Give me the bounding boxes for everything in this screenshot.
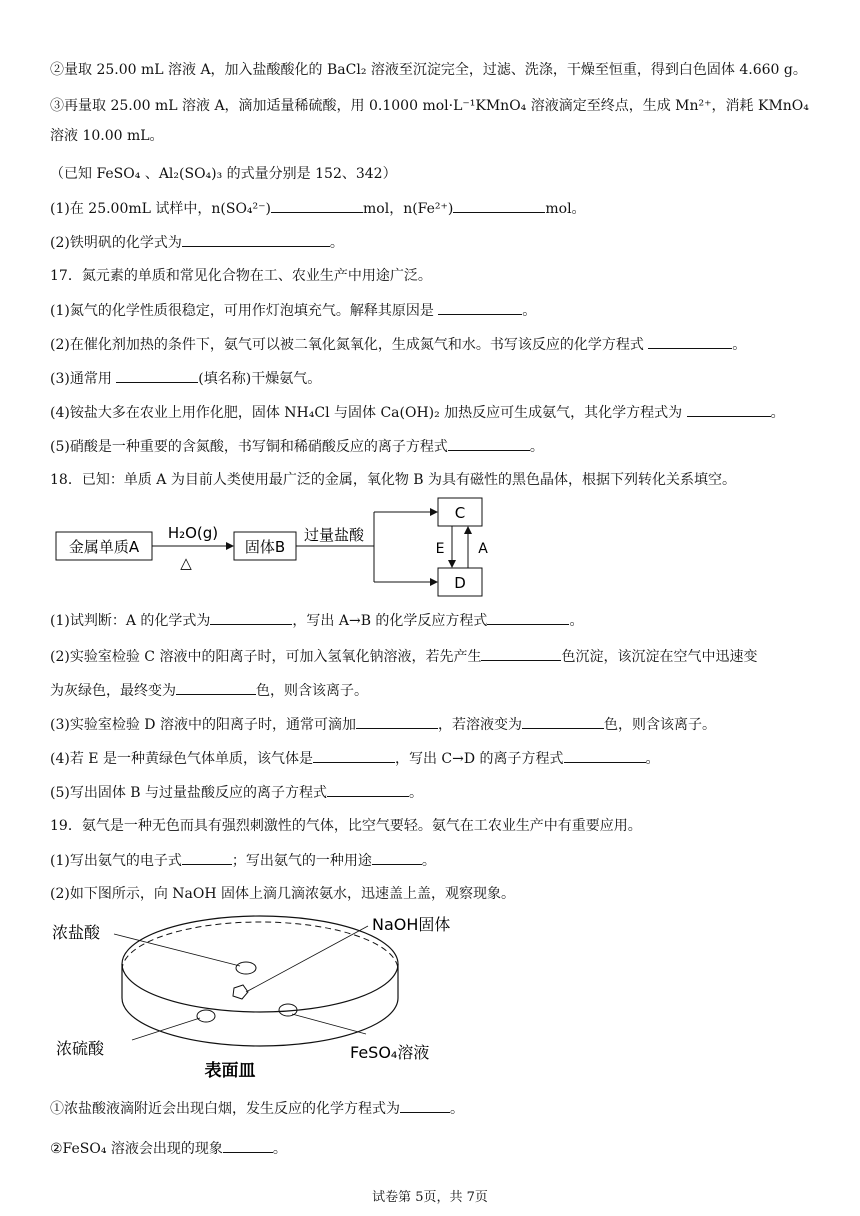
q18-sub2-line2: 为灰绿色，最终变为 色，则含该离子。 — [50, 680, 368, 701]
q18-sub4: (4)若 E 是一种黄绿色气体单质，该气体是 ，写出 C→D 的离子方程式 。 — [50, 748, 660, 769]
q18-sub5: (5)写出固体 B 与过量盐酸反应的离子方程式 。 — [50, 782, 423, 803]
q19-c2: ②FeSO₄ 溶液会出现的现象 。 — [50, 1138, 287, 1159]
answer-blank[interactable] — [522, 714, 604, 729]
answer-blank[interactable] — [223, 1138, 273, 1153]
box-solid-b-label: 固体B — [244, 538, 286, 556]
q16-sub2: (2)铁明矾的化学式为 。 — [50, 232, 344, 253]
dish-outline — [122, 964, 398, 1046]
answer-blank[interactable] — [182, 232, 330, 247]
answer-blank[interactable] — [182, 850, 232, 865]
answer-blank[interactable] — [372, 850, 422, 865]
answer-blank[interactable] — [487, 610, 569, 625]
answer-blank[interactable] — [116, 368, 198, 383]
label-dish: 表面皿 — [204, 1061, 256, 1081]
droplet-hcl — [236, 962, 256, 974]
q19-c1: ①浓盐酸液滴附近会出现白烟，发生反应的化学方程式为 。 — [50, 1098, 464, 1119]
answer-blank[interactable] — [564, 748, 646, 763]
q16-step3-line2: 溶液 10.00 mL。 — [50, 128, 164, 144]
reagent-acid: 过量盐酸 — [303, 526, 365, 544]
answer-blank[interactable] — [648, 334, 732, 349]
q19-sub2: (2)如下图所示，向 NaOH 固体上滴几滴浓氨水，迅速盖上盖，观察现象。 — [50, 886, 516, 902]
q19-sub1: (1)写出氨气的电子式 ；写出氨气的一种用途 。 — [50, 850, 436, 871]
q18-sub2-line1: (2)实验室检验 C 溶液中的阳离子时，可加入氢氧化钠溶液，若先产生 色沉淀，该沉淀在空气中迅速变 — [50, 646, 757, 667]
q17-sub1: (1)氮气的化学性质很稳定，可用作灯泡填充气。解释其原因是 。 — [50, 300, 536, 321]
label-feso4: FeSO₄溶液 — [350, 1043, 430, 1062]
answer-blank[interactable] — [453, 198, 545, 213]
page-footer: 试卷第 5页，共 7页 — [372, 1190, 488, 1205]
q16-step3-line1: ③再量取 25.00 mL 溶液 A，滴加适量稀硫酸，用 0.1000 mol·L⁻¹KMnO₄ 溶液滴定至终点，生成 Mn²⁺，消耗 KMnO₄ — [50, 98, 809, 114]
q17-sub3: (3)通常用 (填名称)干燥氨气。 — [50, 368, 321, 389]
q17-sub5: (5)硝酸是一种重要的含氮酸，书写铜和稀硝酸反应的离子方程式 。 — [50, 436, 544, 457]
reagent-h2o: H₂O(g) — [167, 524, 219, 542]
label-conc-h2so4: 浓硫酸 — [56, 1039, 105, 1058]
q17-sub2: (2)在催化剂加热的条件下，氨气可以被二氧化氮氧化，生成氮气和水。书写该反应的化学方程式 。 — [50, 334, 746, 355]
label-a: A — [478, 541, 488, 557]
label-naoh-solid: NaOH固体 — [372, 915, 451, 934]
answer-blank[interactable] — [271, 198, 363, 213]
answer-blank[interactable] — [400, 1098, 450, 1113]
q18-sub1: (1)试判断：A 的化学式为 ，写出 A→B 的化学反应方程式 。 — [50, 610, 583, 631]
droplet-feso4 — [279, 1004, 297, 1016]
q16-step2: ②量取 25.00 mL 溶液 A，加入盐酸酸化的 BaCl₂ 溶液至沉淀完全，过滤、洗涤，干燥至恒重，得到白色固体 4.660 g。 — [50, 62, 807, 78]
box-c-label: C — [454, 504, 466, 522]
q18-sub3: (3)实验室检验 D 溶液中的阳离子时，通常可滴加 ，若溶液变为 色，则含该离子。 — [50, 714, 716, 735]
q17-sub4: (4)铵盐大多在农业上用作化肥，固体 NH₄Cl 与固体 Ca(OH)₂ 加热反应可生成氨气，其化学方程式为 。 — [50, 402, 785, 423]
q19-stem: 19．氨气是一种无色而具有强烈刺激性的气体，比空气要轻。氨气在工农业生产中有重要应用。 — [50, 818, 642, 834]
q17-stem: 17．氮元素的单质和常见化合物在工、农业生产中用途广泛。 — [50, 268, 432, 284]
droplet-h2so4 — [197, 1010, 215, 1022]
box-d-label: D — [454, 574, 466, 592]
naoh-solid-icon — [233, 985, 248, 999]
box-metal-a-label: 金属单质A — [68, 538, 140, 556]
label-e: E — [435, 541, 445, 557]
answer-blank[interactable] — [210, 610, 292, 625]
answer-blank[interactable] — [687, 402, 771, 417]
q18-stem: 18．已知：单质 A 为目前人类使用最广泛的金属，氧化物 B 为具有磁性的黑色晶体，根据下列转化关系填空。 — [50, 472, 737, 488]
answer-blank[interactable] — [438, 300, 522, 315]
answer-blank[interactable] — [327, 782, 409, 797]
answer-blank[interactable] — [448, 436, 530, 451]
q16-sub1: (1)在 25.00mL 试样中，n(SO₄²⁻) mol，n(Fe²⁺) mol。 — [50, 198, 586, 219]
q18-conversion-diagram — [50, 496, 500, 602]
q16-known: （已知 FeSO₄ 、Al₂(SO₄)₃ 的式量分别是 152、342） — [50, 166, 397, 182]
answer-blank[interactable] — [481, 646, 561, 661]
answer-blank[interactable] — [176, 680, 256, 695]
dish-rim — [122, 916, 398, 1012]
answer-blank[interactable] — [313, 748, 395, 763]
heat-symbol: △ — [180, 554, 192, 572]
answer-blank[interactable] — [356, 714, 438, 729]
watch-glass-figure — [50, 908, 470, 1084]
label-conc-hcl: 浓盐酸 — [52, 923, 101, 942]
